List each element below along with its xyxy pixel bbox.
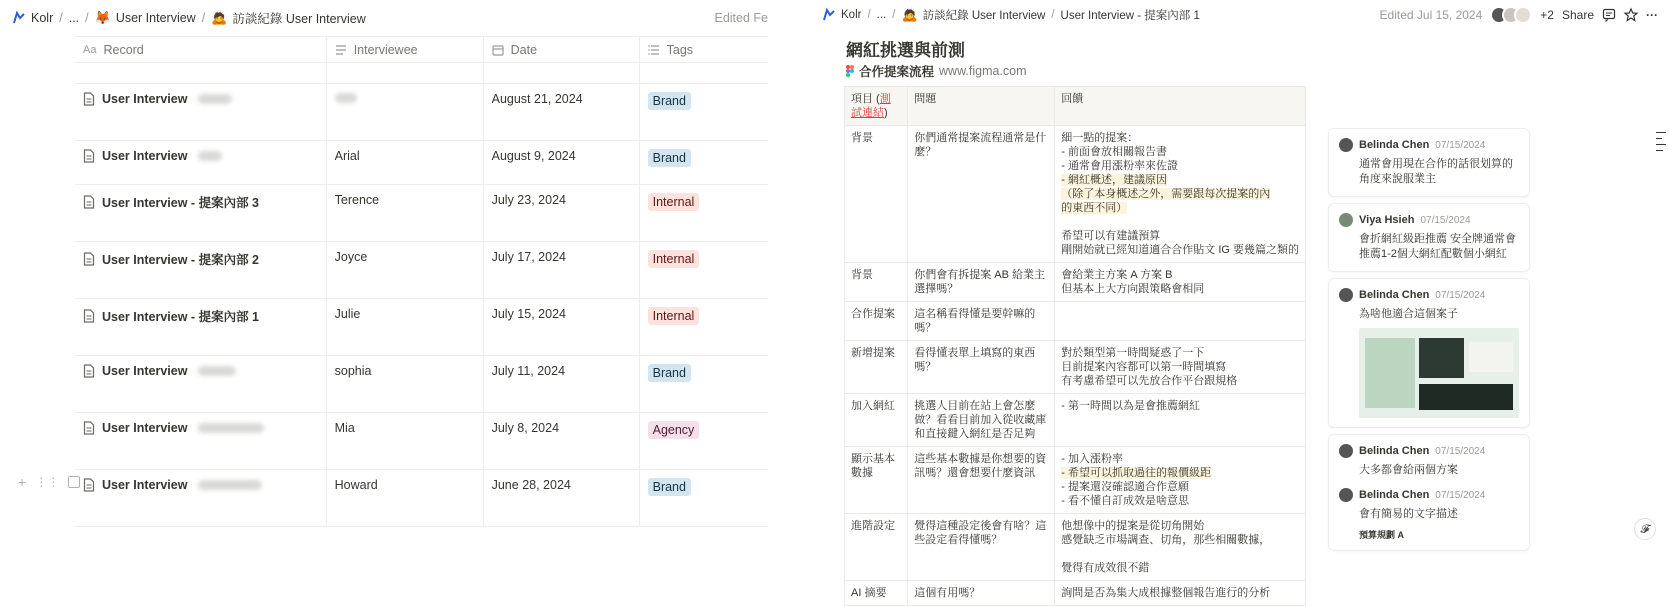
breadcrumb-page-records[interactable]: 🙇 訪談紀錄 User Interview [211, 10, 366, 26]
tag-badge[interactable]: Brand [648, 92, 691, 110]
breadcrumb: Kolr / ... / 🦊 User Interview / 🙇 訪談紀錄 User Interview Edited Fe [0, 0, 768, 36]
date-cell[interactable]: August 9, 2024 [484, 141, 640, 184]
table-row: 新增提案 看得懂表單上填寫的東西嗎？ 對於類型第一時間疑惑了一下 目前提案內容都可以第一時間填寫 有考慮希望可以先放合作平台跟規格 [845, 341, 1306, 394]
header-answer: 回饋 [1055, 87, 1306, 126]
record-title[interactable]: User Interview - 提案內部 1 [83, 307, 318, 325]
table-row[interactable] [75, 242, 768, 299]
date-cell[interactable]: July 15, 2024 [484, 299, 640, 355]
breadcrumb-ellipsis[interactable]: ... [68, 11, 80, 25]
breadcrumb: Kolr / ... / 🙇 訪談紀錄 User Interview / User Interview - 提案內部 1 Edited Jul 15, 2024 +2 Share ··· [822, 0, 1670, 30]
comment-icon[interactable] [1602, 8, 1616, 22]
table-row-empty [75, 63, 768, 84]
bowing-person-icon: 🙇 [901, 7, 918, 23]
table-row: 背景 你們會有拆提案 AB 給業主選擇嗎？ 會給業主方案 A 方案 B 但基本上大方向跟策略會相同 [845, 263, 1306, 302]
table-row[interactable] [75, 299, 768, 356]
interviewee-cell[interactable]: Joyce [327, 242, 484, 298]
table-row[interactable] [75, 141, 768, 185]
record-title[interactable]: User Interview [83, 364, 318, 378]
record-title[interactable]: User Interview [83, 478, 318, 492]
question-cell: 你們通常提案流程通常是什麼？ [908, 126, 1055, 263]
table-row: AI 摘要 這個有用嗎？ 詢問是否為集大成根據整個報告進行的分析 [845, 581, 1306, 606]
page-icon [83, 195, 95, 209]
avatar [1339, 488, 1353, 502]
more-options-icon[interactable]: ··· [1646, 8, 1658, 22]
page-icon [83, 421, 95, 435]
breadcrumb-current-page[interactable]: User Interview - 提案內部 1 [1060, 10, 1200, 22]
record-title[interactable]: User Interview [83, 421, 318, 435]
redacted-name [198, 94, 232, 104]
page-outline-minimap[interactable] [1656, 132, 1670, 156]
bowing-person-icon: 🙇 [211, 10, 228, 26]
edited-timestamp[interactable]: Edited Jul 15, 2024 [1379, 8, 1483, 22]
header-item: 項目 (測試連結) [845, 87, 908, 126]
tag-badge[interactable]: Internal [648, 307, 700, 325]
comment-image-attachment[interactable] [1359, 328, 1519, 418]
figma-icon [846, 65, 854, 77]
drag-handle-icon[interactable]: ⋮⋮ [35, 475, 60, 489]
table-row: 加入網紅 挑選人目前在站上會怎麼做？看看目前加入從收藏庫和直接鍵入網紅是否足夠 - 第一時間以為是會推薦網紅 [845, 394, 1306, 447]
record-title[interactable]: User Interview - 提案內部 3 [83, 193, 318, 211]
date-cell[interactable]: July 17, 2024 [484, 242, 640, 298]
fox-icon: 🦊 [94, 10, 111, 26]
avatar [1339, 288, 1353, 302]
column-header-date[interactable]: Date [484, 37, 640, 62]
table-body [75, 63, 768, 527]
comment-thread[interactable]: Belinda Chen 07/15/2024 為啥他適合這個案子 [1328, 278, 1530, 428]
date-cell[interactable]: July 23, 2024 [484, 185, 640, 241]
avatar [1339, 138, 1353, 152]
kolr-logo-icon [12, 11, 26, 25]
tag-badge[interactable]: Brand [648, 478, 691, 496]
avatar [1339, 213, 1353, 227]
tags-icon [648, 44, 660, 56]
table-row: 合作提案 這名稱看得懂是要幹嘛的嗎？ [845, 302, 1306, 341]
answer-cell: 細一點的提案： - 前面會放相關報告書 - 通常會用漲粉率來佐證 - 網紅概述，建議原因 （除了本身概述之外，需要跟每次提案的內 的東西不同） 希望可以有建議預算 剛開始就已經知道適合合作貼文 IG 要幾篇之類的 [1055, 126, 1306, 263]
table-row[interactable] [75, 470, 768, 527]
breadcrumb-page-user-interview[interactable]: 🦊 User Interview [94, 10, 196, 26]
item-cell: 背景 [845, 126, 908, 263]
interviewee-cell[interactable]: Howard [327, 470, 484, 526]
breadcrumb-workspace[interactable]: Kolr [12, 11, 53, 25]
page-title: 網紅挑選與前測 [846, 41, 965, 60]
row-hover-tools [18, 474, 80, 490]
record-title[interactable]: User Interview [83, 92, 318, 106]
tag-badge[interactable]: Internal [648, 250, 700, 268]
date-cell[interactable]: July 8, 2024 [484, 413, 640, 469]
window-divider [768, 0, 822, 556]
tag-badge[interactable]: Internal [648, 193, 700, 211]
redacted-name [198, 480, 262, 490]
page-icon [83, 364, 95, 378]
table-row: 顯示基本數據 這些基本數據是你想要的資訊嗎？還會想要什麼資訊 - 加入漲粉率 - 希望可以抓取過往的報價級距 - 提案還沒確認適合作意願 - 看不懂自訂成效是啥意思 [845, 447, 1306, 514]
avatar [1514, 6, 1532, 24]
interviewee-cell[interactable]: Julie [327, 299, 484, 355]
table-row: 進階設定 覺得這種設定後會有啥？這些設定看得懂嗎？ 他想像中的提案是從切角開始 感覺缺乏市場調查、切角，那些相關數據， 覺得有成效很不錯 [845, 514, 1306, 581]
star-icon[interactable] [1624, 8, 1638, 22]
calendar-icon [492, 44, 504, 56]
interviewee-cell[interactable]: Arial [327, 141, 484, 184]
tag-badge[interactable]: Agency [648, 421, 700, 439]
column-header-tags[interactable]: Tags [640, 37, 768, 62]
redacted-name [198, 366, 236, 376]
collaborator-avatars[interactable] [1490, 6, 1532, 24]
record-title[interactable]: User Interview [83, 149, 318, 163]
page-icon [83, 309, 95, 323]
table-row[interactable] [75, 185, 768, 242]
header-question: 問題 [908, 87, 1055, 126]
add-row-icon[interactable]: + [18, 474, 27, 490]
interview-table [844, 86, 1306, 606]
edited-timestamp[interactable]: Edited Fe [714, 11, 768, 25]
right-window [822, 0, 1670, 599]
figma-link[interactable]: 合作提案流程 www.figma.com [846, 62, 1027, 80]
title-property-icon: Aa [83, 43, 97, 56]
comment-thread[interactable]: Belinda Chen 07/15/2024 大多都會給兩個方案 Belinda Chen 07/15/2024 會有簡易的文字描述 預算規劃 A [1328, 434, 1530, 551]
ai-assistant-icon[interactable]: 𝓕 [1634, 518, 1656, 540]
redacted-name [198, 423, 264, 433]
page-icon [83, 92, 95, 106]
breadcrumb-workspace[interactable]: Kolr [822, 8, 861, 22]
tag-badge[interactable]: Brand [648, 364, 691, 382]
attachment-caption: 預算規劃 A [1359, 530, 1405, 540]
left-window [0, 0, 768, 556]
breadcrumb-page-records[interactable]: 🙇 訪談紀錄 User Interview [901, 7, 1046, 23]
column-header-record[interactable]: Aa Record [75, 37, 327, 62]
table-row[interactable] [75, 413, 768, 470]
breadcrumb-ellipsis[interactable]: ... [876, 9, 887, 21]
table-row [845, 126, 1306, 263]
table-header-row [845, 87, 1306, 126]
date-cell[interactable]: August 21, 2024 [484, 84, 640, 140]
row-checkbox[interactable] [68, 476, 80, 488]
avatar [1339, 444, 1353, 458]
share-button[interactable]: Share [1561, 8, 1594, 22]
tag-badge[interactable]: Brand [648, 149, 691, 167]
comments-panel [1328, 128, 1530, 557]
comment-thread[interactable]: Belinda Chen 07/15/2024 通常會用現在合作的話很划算的角度來說服業主 [1328, 128, 1530, 197]
record-title[interactable]: User Interview - 提案內部 2 [83, 250, 318, 268]
test-link[interactable]: 測試連結 [851, 93, 891, 119]
date-cell[interactable]: June 28, 2024 [484, 470, 640, 526]
more-collaborators-count[interactable]: +2 [1540, 8, 1554, 22]
redacted-name [198, 151, 222, 161]
page-icon [83, 149, 95, 163]
list-icon [335, 44, 347, 56]
interviewee-cell[interactable]: Mia [327, 413, 484, 469]
interviewee-cell[interactable]: sophia [327, 356, 484, 412]
kolr-logo-icon [822, 8, 836, 22]
table-header [75, 36, 768, 63]
comment-thread[interactable]: Viya Hsieh 07/15/2024 會折網紅級距推薦 安全牌通常會推薦1-2個大網紅配數個小網紅 [1328, 203, 1530, 272]
interviewee-cell[interactable]: Terence [327, 185, 484, 241]
page-icon [83, 252, 95, 266]
redacted-interviewee [335, 93, 357, 103]
table-row[interactable] [75, 356, 768, 413]
table-row[interactable] [75, 84, 768, 141]
date-cell[interactable]: July 11, 2024 [484, 356, 640, 412]
column-header-interviewee[interactable]: Interviewee [327, 37, 484, 62]
page-icon [83, 478, 95, 492]
